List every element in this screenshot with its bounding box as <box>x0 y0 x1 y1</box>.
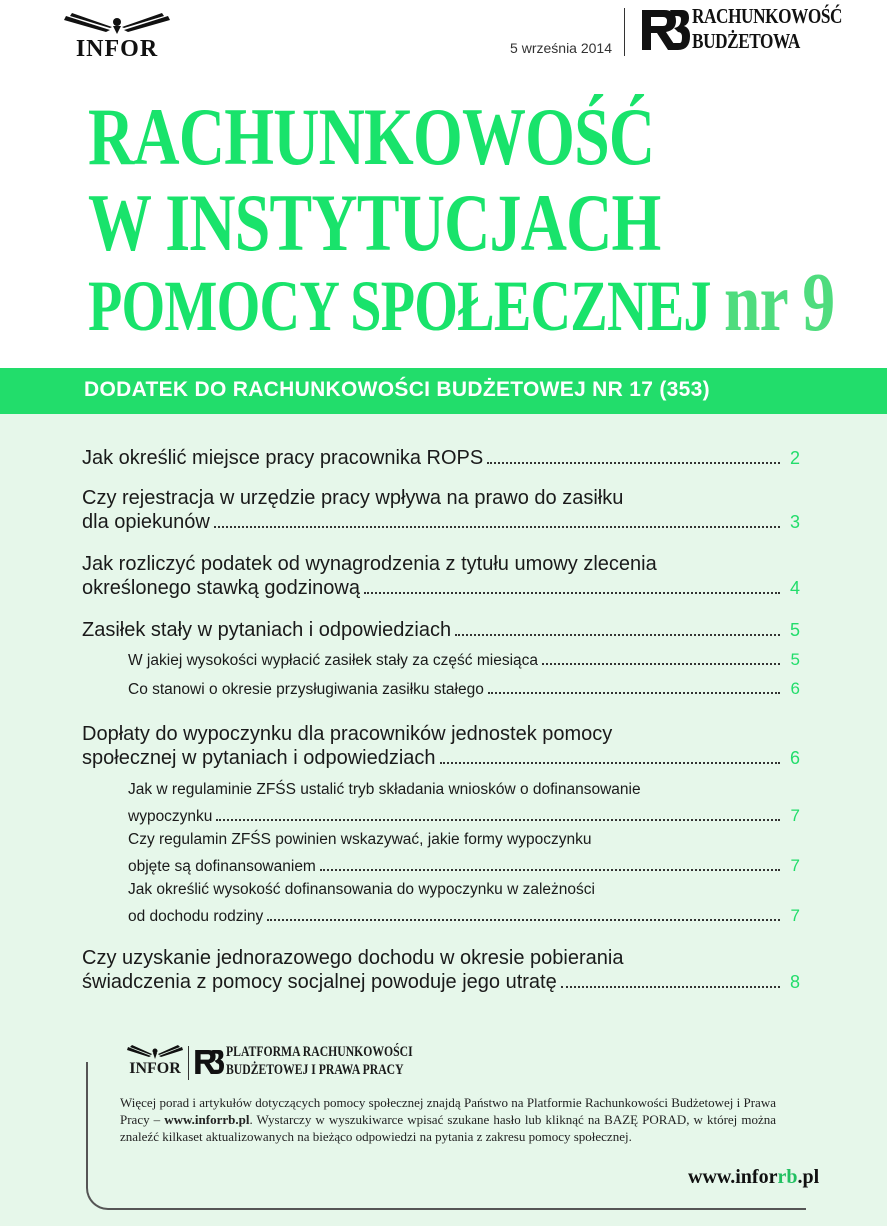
platform-description <box>120 1094 776 1145</box>
title-line3 <box>88 254 834 351</box>
toc-leader-dots <box>561 986 780 988</box>
toc-subentry[interactable] <box>128 877 800 930</box>
toc-entry-title: Czy uzyskanie jednorazowego dochodu w okresie pobierania <box>82 947 624 969</box>
title-line3-text: POMOCY SPOŁECZNEJ <box>88 266 711 346</box>
header-divider <box>624 8 625 56</box>
supplement-band <box>0 368 887 414</box>
platform-text-start: Więcej porad i artykułów dotyczących pomocy społecznej znajdą Państwo na Platformie Rachunkowości Budżetowej i Prawa Pracy – <box>120 1095 776 1127</box>
toc-subentry-title-cont: wypoczynku <box>128 808 213 825</box>
toc-page-number: 5 <box>789 620 800 640</box>
toc-entry-title: Jak rozliczyć podatek od wynagrodzenia z tytułu umowy zlecenia <box>82 553 657 575</box>
toc-entry-title: Czy rejestracja w urzędzie pracy wpływa na prawo do zasiłku <box>82 487 624 509</box>
toc-entry-title: Jak określić miejsce pracy pracownika ROPS <box>82 447 484 469</box>
url-prefix: www.infor <box>688 1166 778 1188</box>
toc-leader-dots <box>267 919 780 921</box>
toc-leader-dots <box>216 819 780 821</box>
rb-monogram-icon <box>194 1044 224 1080</box>
rachunkowosc-budzetowa-logo <box>640 4 843 56</box>
toc-page-number: 5 <box>790 650 800 669</box>
toc-subentry-title-cont: od dochodu rodziny <box>128 908 264 925</box>
toc-entry[interactable] <box>82 486 800 534</box>
toc-page-number: 4 <box>789 578 800 598</box>
toc-subentry-title-cont: objęte są dofinansowaniem <box>128 858 316 875</box>
birds-icon <box>124 1044 186 1060</box>
rb-monogram-icon <box>640 6 690 54</box>
toc-leader-dots <box>542 663 780 665</box>
title-line1: RACHUNKOWOŚĆ <box>88 91 655 182</box>
supplement-band-text: DODATEK DO RACHUNKOWOŚCI BUDŻETOWEJ NR 17 (353) <box>84 378 710 401</box>
url-suffix: .pl <box>797 1166 820 1188</box>
toc-leader-dots <box>487 462 780 464</box>
toc-page-number: 7 <box>790 906 800 925</box>
toc-leader-dots <box>440 762 780 764</box>
toc-page-number: 2 <box>789 448 800 468</box>
toc-leader-dots <box>320 869 780 871</box>
toc-page-number: 6 <box>790 679 800 698</box>
platform-text-end: . Wystarczy w wyszukiwarce wpisać szukane hasło lub kliknąć na BAZĘ PORAD, w której można znaleźć kilkaset aktualizowanych na bieżąco odpowiedzi na pytania z zakresu pomocy społecznej. <box>120 1112 776 1144</box>
url-accent: rb <box>777 1166 798 1188</box>
infor-logo <box>58 12 176 60</box>
toc-entry-title-cont: dla opiekunów <box>82 511 210 533</box>
toc-page-number: 7 <box>790 856 800 875</box>
toc-page-number: 6 <box>789 748 800 768</box>
toc-page-number: 8 <box>789 972 800 992</box>
website-url[interactable] <box>688 1166 819 1189</box>
toc-subentry[interactable] <box>128 827 800 880</box>
toc-page-number: 7 <box>790 806 800 825</box>
toc-leader-dots <box>455 634 780 636</box>
toc-leader-dots <box>364 592 780 594</box>
toc-entry-title-cont: określonego stawką godzinową <box>82 577 360 599</box>
toc-subentry-title: Czy regulamin ZFŚS powinien wskazywać, jakie formy wypoczynku <box>128 831 592 848</box>
toc-entry[interactable] <box>82 446 800 470</box>
birds-icon <box>58 12 176 36</box>
toc-entry[interactable] <box>82 722 800 770</box>
platform-logo-line2: BUDŻETOWEJ I PRAWA PRACY <box>226 1062 404 1078</box>
toc-leader-dots <box>488 692 780 694</box>
platform-logo-divider <box>188 1046 189 1080</box>
toc-subentry[interactable] <box>128 777 800 830</box>
toc-leader-dots <box>214 526 780 528</box>
platform-link[interactable]: www.inforrb.pl <box>164 1112 250 1127</box>
toc-entry-title-cont: społecznej w pytaniach i odpowiedziach <box>82 747 436 769</box>
platform-infor-wordmark: INFOR <box>129 1060 181 1077</box>
platform-logo <box>124 1042 413 1086</box>
toc-subentry-title: Jak określić wysokość dofinansowania do wypoczynku w zależności <box>128 881 595 898</box>
issue-number: nr 9 <box>724 256 835 349</box>
toc-entry[interactable] <box>82 946 800 994</box>
toc-subentry-title: W jakiej wysokości wypłacić zasiłek stały za część miesiąca <box>128 652 539 669</box>
content-panel <box>0 414 887 1226</box>
toc-subentry-title: Co stanowi o okresie przysługiwania zasiłku stałego <box>128 681 484 698</box>
rb-logo-line1: RACHUNKOWOŚĆ <box>692 4 843 28</box>
toc-entry[interactable] <box>82 552 800 600</box>
toc-entry-title-cont: świadczenia z pomocy socjalnej powoduje jego utratę <box>82 971 557 993</box>
toc-subentry-title: Jak w regulaminie ZFŚS ustalić tryb składania wniosków o dofinansowanie <box>128 781 641 798</box>
rb-logo-line2: BUDŻETOWA <box>692 29 800 53</box>
toc-subentry[interactable] <box>128 676 800 703</box>
toc-entry-title: Dopłaty do wypoczynku dla pracowników jednostek pomocy <box>82 723 613 745</box>
title-line2: W INSTYTUCJACH <box>88 177 661 268</box>
toc-subentry[interactable] <box>128 647 800 674</box>
toc-page-number: 3 <box>789 512 800 532</box>
platform-logo-line1: PLATFORMA RACHUNKOWOŚCI <box>226 1044 413 1060</box>
issue-date: 5 września 2014 <box>510 40 612 56</box>
infor-wordmark: INFOR <box>75 36 159 62</box>
toc-entry-title: Zasiłek stały w pytaniach i odpowiedziach <box>82 619 452 641</box>
toc-entry[interactable] <box>82 618 800 642</box>
